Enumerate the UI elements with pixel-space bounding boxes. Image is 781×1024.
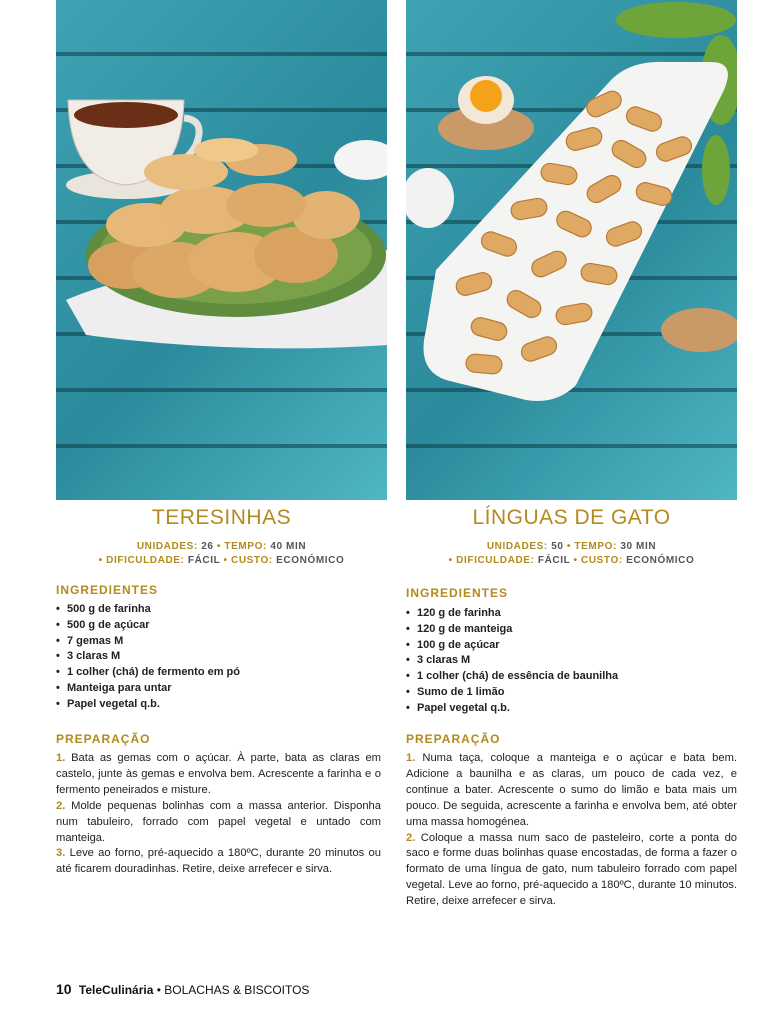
ingredient-item: • 1 colher (chá) de fermento em pó [56, 665, 240, 681]
meta-separator: • [566, 541, 572, 552]
unidades-label: UNIDADES: [136, 541, 198, 552]
ingredient-item: • Sumo de 1 limão [406, 685, 618, 701]
ingredients-heading: INGREDIENTES [56, 583, 159, 597]
unidades-label: UNIDADES: [486, 541, 548, 552]
ingredient-item: • 3 claras M [56, 649, 240, 665]
meta-separator: • [98, 555, 103, 566]
dificuldade-value: FÁCIL [187, 555, 221, 566]
meta-separator: • [448, 555, 453, 566]
ingredient-item: • 120 g de farinha [406, 606, 618, 622]
linguas-de-gato-photo [406, 0, 737, 500]
ingredient-item: • 500 g de farinha [56, 602, 240, 618]
magazine-brand: TeleCulinária [78, 983, 154, 997]
tempo-value: 30 MIN [620, 541, 657, 552]
step [406, 751, 737, 831]
page-number: 10 [56, 981, 72, 997]
tempo-label: TEMPO: [574, 541, 617, 552]
ingredient-item: • Papel vegetal q.b. [56, 697, 240, 713]
ingredient-item: • Papel vegetal q.b. [406, 701, 618, 717]
page-footer [56, 981, 309, 997]
meta-separator: • [573, 555, 578, 566]
ingredient-item: • 7 gemas M [56, 634, 240, 650]
ingredient-item: • 1 colher (chá) de essência de baunilha [406, 669, 618, 685]
ingredient-item: • Manteiga para untar [56, 681, 240, 697]
step-number: 1. [406, 752, 416, 764]
meta-separator: • [223, 555, 228, 566]
recipe-title-linguas-de-gato: LÍNGUAS DE GATO [472, 506, 671, 529]
tempo-label: TEMPO: [224, 541, 267, 552]
dificuldade-label: DIFICULDADE: [456, 555, 535, 566]
recipe-title-teresinhas: TERESINHAS [151, 506, 292, 529]
ingredient-item: • 120 g de manteiga [406, 622, 618, 638]
unidades-value: 26 [201, 541, 214, 552]
step [56, 846, 381, 878]
ingredients-list-linguas-de-gato [406, 606, 618, 717]
step-number: 3. [56, 847, 66, 860]
ingredients-list-teresinhas [56, 602, 240, 713]
teresinhas-photo [56, 0, 387, 500]
step-text: Bata as gemas com o açúcar. À parte, bata as claras em castelo, junte às gemas e envolva bem. Acrescente a farinha e o fermento peneirados e misture. [56, 752, 381, 796]
custo-value: ECONÓMICO [626, 555, 695, 566]
sugar-bowl [406, 168, 454, 228]
ingredient-item: • 500 g de açúcar [56, 618, 240, 634]
preparation-teresinhas [56, 751, 381, 878]
ingredient-item: • 100 g de açúcar [406, 638, 618, 654]
custo-value: ECONÓMICO [276, 555, 345, 566]
step [56, 799, 381, 847]
step-number: 1. [56, 752, 66, 764]
step [56, 751, 381, 799]
meta-separator: • [216, 541, 222, 552]
linguas-illustration [406, 0, 737, 500]
custo-label: CUSTO: [231, 555, 273, 566]
ingredient-item: • 3 claras M [406, 653, 618, 669]
step-text: Molde pequenas bolinhas com a massa anterior. Disponha num tabuleiro, forrado com papel vegetal e untado com manteiga. [56, 799, 381, 844]
step-text: Leve ao forno, pré-aquecido a 180ºC, durante 20 minutos ou até ficarem douradinhas. Retire, deixe arrefecer e sirva. [56, 847, 382, 876]
footer-section: BOLACHAS & BISCOITOS [164, 983, 310, 997]
recipe-meta-teresinhas [56, 540, 387, 568]
tea [74, 102, 178, 128]
step-text: Numa taça, coloque a manteiga e o açúcar e bata bem. Adicione a baunilha e as claras, um pouco de cada vez, e continue a bater. Acrescente o sumo do limão e bata mais um pouco. De seguida, acrescente a farinha e envolva bem, até obter uma massa homogénea. [406, 752, 737, 828]
step [406, 831, 737, 911]
flour-bowl [334, 140, 387, 180]
unidades-value: 50 [551, 541, 564, 552]
preparation-heading: PREPARAÇÃO [56, 732, 151, 746]
preparation-linguas-de-gato [406, 751, 737, 910]
preparation-heading: PREPARAÇÃO [406, 732, 501, 746]
brown-sugar [661, 308, 737, 352]
footer-separator: • [156, 983, 161, 997]
step-number: 2. [56, 799, 66, 812]
dificuldade-value: FÁCIL [537, 555, 571, 566]
step-text: Coloque a massa num saco de pasteleiro, corte a ponta do saco e forme duas bolinhas quase encostadas, de forma a fazer o formato de uma língua de gato, num tabuleiro forrado com papel vegetal. Leve ao forno, pré-aquecido a 180ºC, durante 10 minutos. Retire, deixe arrefecer e sirva. [406, 831, 738, 908]
step-number: 2. [406, 831, 416, 844]
egg-yolk [470, 80, 502, 112]
recipe-meta-linguas-de-gato [406, 540, 737, 568]
tempo-value: 40 MIN [270, 541, 307, 552]
custo-label: CUSTO: [581, 555, 623, 566]
dificuldade-label: DIFICULDADE: [106, 555, 185, 566]
teresinhas-illustration [56, 0, 387, 500]
ingredients-heading: INGREDIENTES [406, 586, 509, 600]
